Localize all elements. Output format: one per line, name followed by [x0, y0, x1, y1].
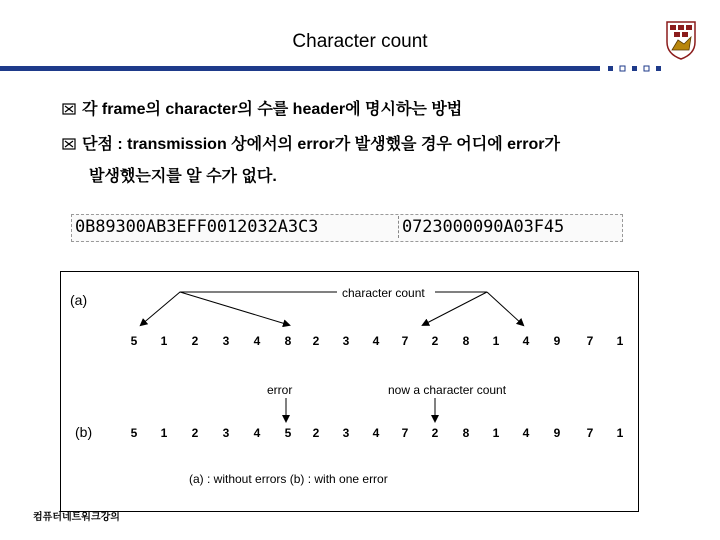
row-b-digit-13: 1	[492, 426, 500, 440]
character-count-label: character count	[342, 286, 425, 300]
row-b-digit-10: 7	[401, 426, 409, 440]
row-a-digit-9: 4	[372, 334, 380, 348]
figure-caption: (a) : without errors (b) : with one error	[189, 472, 388, 486]
row-a-digit-11: 2	[431, 334, 439, 348]
row-b-digit-7: 2	[312, 426, 320, 440]
label-b: (b)	[75, 424, 93, 440]
row-b-digit-8: 3	[342, 426, 350, 440]
row-b-digit-15: 9	[553, 426, 561, 440]
row-a-digit-1: 5	[130, 334, 138, 348]
bullet-2-text: 단점 : transmission 상에서의 error가 발생했을 경우 어디에 error가	[82, 136, 560, 153]
bullet-1-text: 각 frame의 character의 수를 header에 명시하는 방법	[82, 101, 463, 118]
row-b-digit-3: 2	[191, 426, 199, 440]
row-b-digit-2: 1	[160, 426, 168, 440]
row-a-digit-15: 9	[553, 334, 561, 348]
hex-part-2: 0723000090A03F45	[402, 217, 565, 237]
row-a-digit-14: 4	[522, 334, 530, 348]
row-a-digit-10: 7	[401, 334, 409, 348]
row-b-digit-5: 4	[253, 426, 261, 440]
row-a-digit-13: 1	[492, 334, 500, 348]
row-a-digit-6: 8	[284, 334, 292, 348]
row-a-digit-4: 3	[222, 334, 230, 348]
row-b-digit-1: 5	[130, 426, 138, 440]
row-a-digit-7: 2	[312, 334, 320, 348]
row-b-digit-9: 4	[372, 426, 380, 440]
row-b-digit-11: 2	[431, 426, 439, 440]
row-b-digit-12: 8	[462, 426, 470, 440]
row-a-digit-3: 2	[191, 334, 199, 348]
row-a-digit-5: 4	[253, 334, 261, 348]
row-b-digit-14: 4	[522, 426, 530, 440]
label-a: (a)	[70, 292, 88, 308]
row-a-digit-8: 3	[342, 334, 350, 348]
row-a-digit-12: 8	[462, 334, 470, 348]
row-b-digit-6: 5	[284, 426, 292, 440]
now-char-count-label: now a character count	[388, 383, 507, 397]
row-a-digit-16: 7	[586, 334, 594, 348]
slide-title: Character count	[292, 31, 428, 52]
error-label: error	[267, 383, 293, 397]
footer-text: 컴퓨터네트워크강의	[33, 512, 120, 523]
row-b-digit-4: 3	[222, 426, 230, 440]
row-a-digit-17: 1	[616, 334, 624, 348]
row-b-digit-16: 7	[586, 426, 594, 440]
row-a-digit-2: 1	[160, 334, 168, 348]
bullet-2-continuation: 발생했는지를 알 수가 없다.	[89, 168, 277, 185]
row-b-digit-17: 1	[616, 426, 624, 440]
hex-part-1: 0B89300AB3EFF0012032A3C3	[75, 217, 319, 237]
